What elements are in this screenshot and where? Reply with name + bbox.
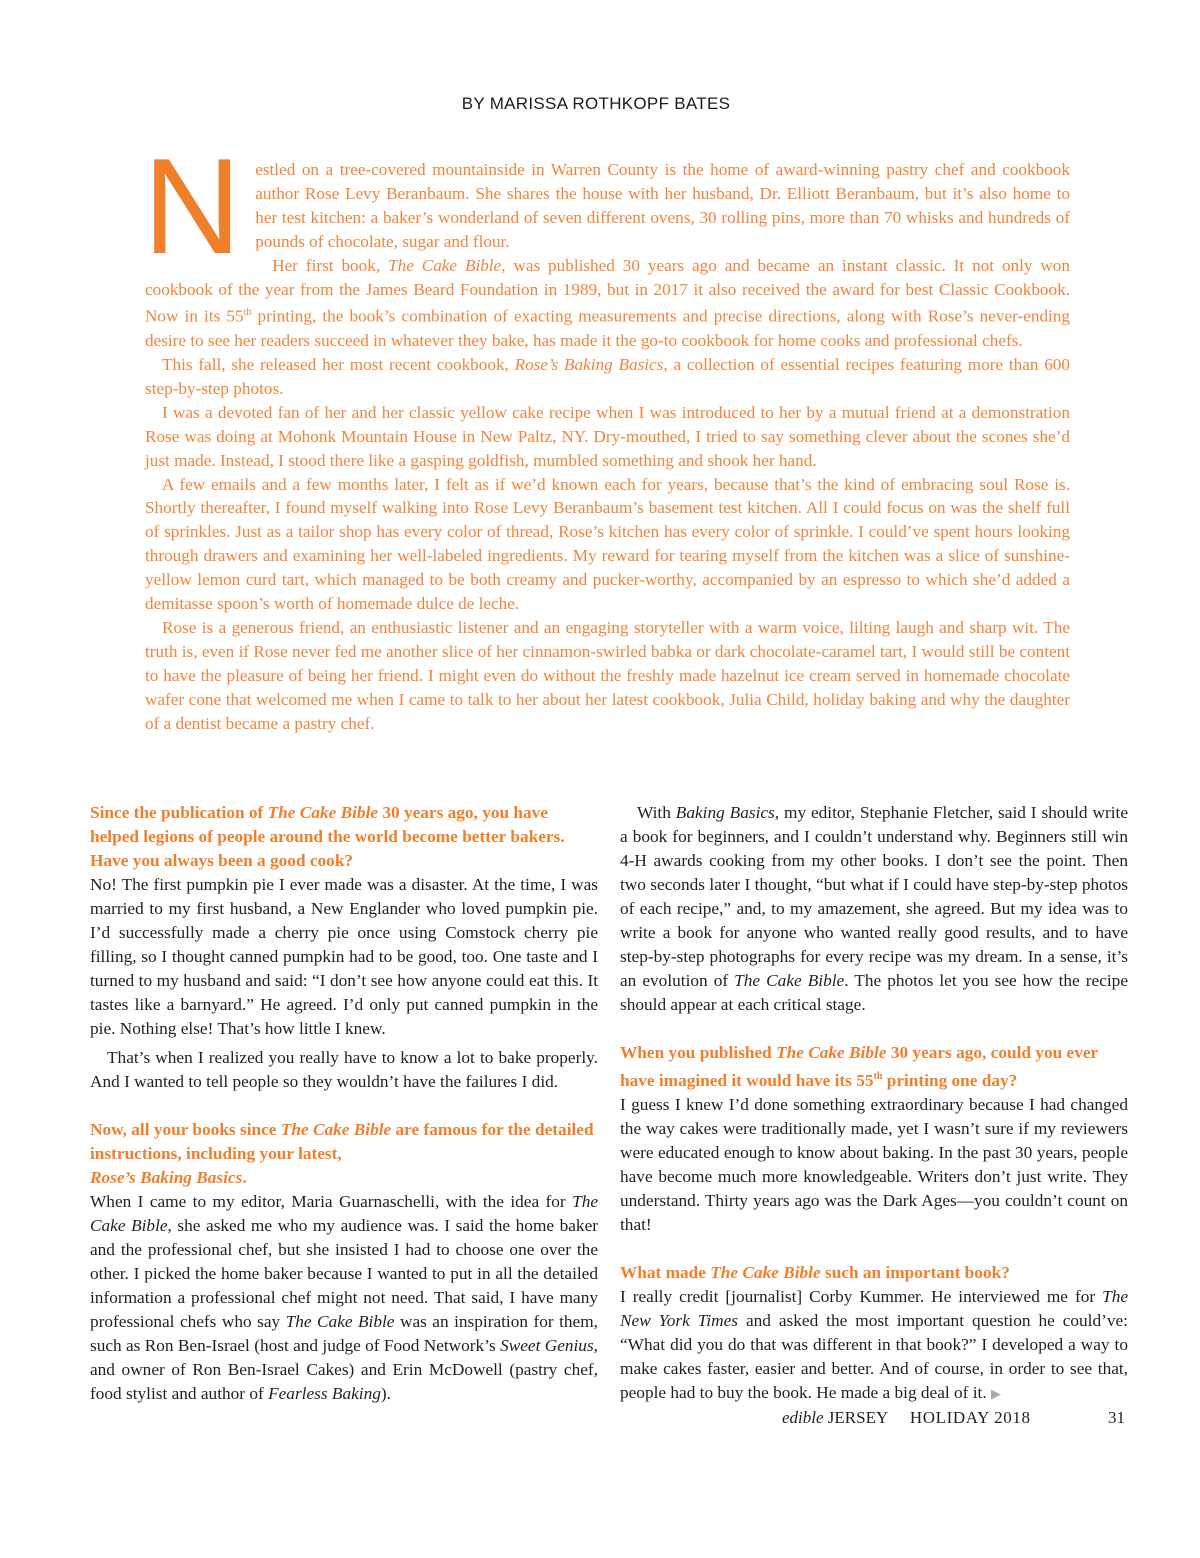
interview-answer: With Baking Basics, my editor, Stephanie Fletcher, said I should write a book for beginners, and I couldn’t understand why. Beginners still win 4-H awards cooking from my other books. I don’t see the point. Then two seconds later I thought, “but what if I could have step-by-step photos of each recipe,” and, to my amazement, she agreed. But my idea was to write a book for anyone who wanted really good results, and to have step-by-step photographs for every recipe was my dream. In a sense, it’s an evolution of The Cake Bible. The photos let you see how the recipe should appear at each critical stage. <box>620 803 1128 1014</box>
book-title: Rose’s Baking Basics <box>514 354 664 374</box>
right-column <box>620 801 1128 1406</box>
interview-answer: I guess I knew I’d done something extraordinary because I had changed the way cakes were traditionally made, yet I wasn’t sure if my reviewers were educated enough to know about baking. In the past 30 years, people have become much more knowledgeable. Writers don’t just write. They understand. Thirty years ago was the Dark Ages—you couldn’t count on that! <box>620 1094 1128 1234</box>
intro-paragraph: This fall, she released her most recent cookbook, Rose’s Baking Basics, a collection of essential recipes featuring more than 600 step-by-step photos. <box>145 354 1070 398</box>
page-number: 31 <box>1108 1408 1125 1427</box>
continue-arrow-icon: ▶ <box>990 1385 1001 1401</box>
interview-question: Now, all your books since The Cake Bible are famous for the detailed instructions, including your latest, Rose’s Baking Basics. <box>90 1120 594 1187</box>
interview-answer: I really credit [journalist] Corby Kummer. He interviewed me for The New York Times and asked the most important question he could’ve: “What did you do that was different in that book?” I developed a way to make cakes faster, easier and better. And of course, in order to see that, people had to buy the book. He made a big deal of it. ▶ <box>620 1286 1128 1402</box>
magazine-region: JERSEY <box>827 1408 888 1427</box>
left-column <box>90 801 598 1406</box>
interview-question: When you published The Cake Bible 30 years ago, could you ever have imagined it would have its 55th printing one day? <box>620 1043 1098 1090</box>
book-title: The Cake Bible <box>388 255 502 275</box>
byline: BY MARISSA ROTHKOPF BATES <box>461 94 731 113</box>
issue-label: HOLIDAY 2018 <box>909 1408 1031 1427</box>
intro-paragraph: I was a devoted fan of her and her classic yellow cake recipe when I was introduced to her by a mutual friend at a demonstration Rose was doing at Mohonk Mountain House in New Paltz, NY. Dry-mouthed, I tried to say something clever about the scones she’d just made. Instead, I stood there like a gasping goldfish, mumbled something and shook her hand. <box>145 402 1070 470</box>
intro-paragraph: A few emails and a few months later, I felt as if we’d known each for years, because that’s the kind of embracing soul Rose is. Shortly thereafter, I found myself walking into Rose Levy Beranbaum’s basement test kitchen. All I could focus on was the shelf full of sprinkles. Just as a tailor shop has every color of thread, Rose’s kitchen has every color of sprinkle. I could’ve spent hours looking through drawers and examining her well-labeled ingredients. My reward for tearing myself from the kitchen was a slice of sunshine-yellow lemon curd tart, which managed to be both creamy and pucker-worthy, accompanied by an espresso to which she’d added a demitasse spoon’s worth of homemade dulce de leche. <box>145 474 1070 614</box>
magazine-brand: edible <box>782 1408 824 1427</box>
interview-answer: That’s when I realized you really have to know a lot to bake properly. And I wanted to tell people so they wouldn’t have the failures I did. <box>90 1048 598 1091</box>
interview-answer: No! The first pumpkin pie I ever made was a disaster. At the time, I was married to my first husband, a New Englander who loved pumpkin pie. I’d successfully made a cherry pie once using Comstock cherry pie filling, so I thought canned pumpkin had to be good, too. One taste and I turned to my husband and said: “I don’t see how anyone could eat this. It tastes like a barnyard.” He agreed. I’d only put canned pumpkin in the pie. Nothing else! That’s how little I knew. <box>90 875 598 1038</box>
intro-paragraph: Rose is a generous friend, an enthusiastic listener and an engaging storyteller with a warm voice, lilting laugh and sharp wit. The truth is, even if Rose never fed me another slice of her cinnamon-swirled babka or dark chocolate-caramel tart, I would still be content to have the pleasure of being her friend. I might even do without the freshly made hazelnut ice cream served in homemade chocolate wafer cone that welcomed me when I came to talk to her about her latest cookbook, Julia Child, holiday baking and why the daughter of a dentist became a pastry chef. <box>145 617 1070 733</box>
intro-paragraph: Her first book, The Cake Bible, was published 30 years ago and became an instant classic. It not only won cookbook of the year from the James Beard Foundation in 1989, but in 2017 it also received the award for best Classic Cookbook. Now in its 55th printing, the book’s combination of exacting measurements and precise directions, along with Rose’s never-ending desire to see her readers succeed in whatever they bake, has made it the go-to cookbook for home cooks and professional chefs. <box>145 255 1070 351</box>
interview-question: What made The Cake Bible such an important book? <box>620 1262 1010 1282</box>
drop-cap: N <box>143 130 242 282</box>
intro-text: estled on a tree-covered mountainside in Warren County is the home of award-winning pastry chef and cookbook author Rose Levy Beranbaum. She shares the house with her husband, Dr. Elliott Beranbaum, but it’s also home to her test kitchen: a baker’s wonderland of seven different ovens, 30 rolling pins, more than 70 whisks and hundreds of pounds of chocolate, sugar and flour. <box>255 160 1070 251</box>
intro-section <box>143 130 1070 735</box>
interview-question: Since the publication of The Cake Bible 30 years ago, you have helped legions of people around the world become better bakers. Have you always been a good cook? <box>90 803 565 870</box>
page-footer <box>782 1408 1125 1428</box>
interview-answer: When I came to my editor, Maria Guarnaschelli, with the idea for The Cake Bible, she asked me who my audience was. I said the home baker and the professional chef, but she insisted I had to choose one over the other. I picked the home baker because I wanted to put in all the detailed information a professional chef might not need. That said, I have many professional chefs who say The Cake Bible was an inspiration for them, such as Ron Ben-Israel (host and judge of Food Network’s Sweet Genius, and owner of Ron Ben-Israel Cakes) and Erin McDowell (pastry chef, food stylist and author of Fearless Baking). <box>90 1192 598 1403</box>
